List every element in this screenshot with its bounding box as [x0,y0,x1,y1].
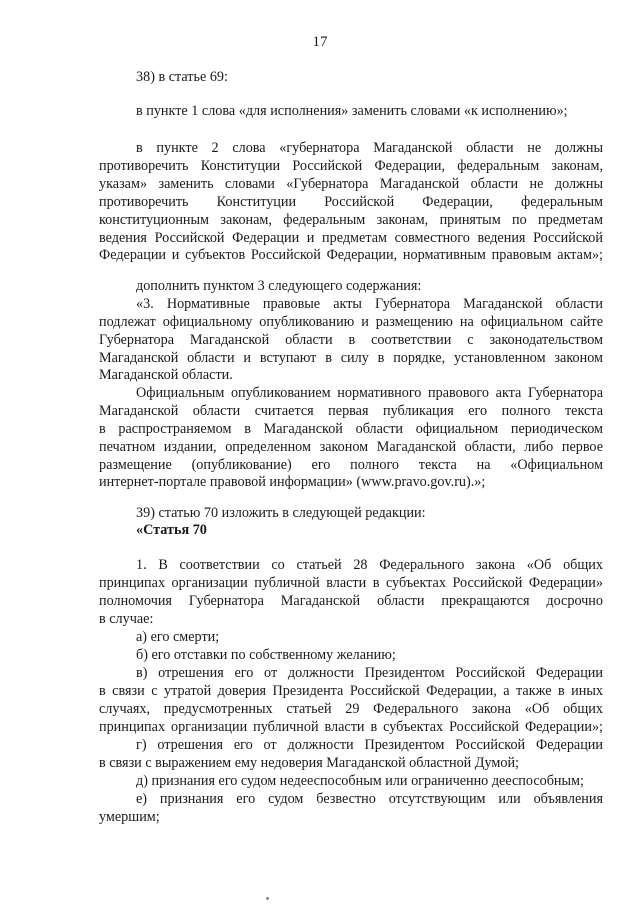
text-line: Официальным опубликованием нормативного правового акта Губернатора [136,385,603,401]
text-line: Магаданской области. [99,367,233,383]
text-line: Магаданской области считается первая публикация его полного текста [99,403,603,419]
text-line: Губернатора Магаданской области в соответствии с законодательством [99,332,603,348]
text-line: в пункте 2 слова «губернатора Магаданской области не должны [136,140,603,156]
text-line: Магаданской области и вступают в силу в порядке, установленном законом [99,350,603,366]
article-70-title: «Статья 70 [136,522,207,538]
page-number: 17 [312,34,328,50]
list-item-a: а) его смерти; [136,629,220,645]
text-line: в связи с утратой доверия Президента Российской Федерации, а также в иных [99,683,603,699]
text-line: печатном издании, определенном законом Магаданской области, либо первое [99,439,603,455]
text-line: ведения Российской Федерации и предметам совместного ведения Российской [99,230,603,246]
text-line: принципах организации публичной власти в субъектах Российской Федерации» [99,575,603,591]
text-line: подлежат официальному опубликованию и размещению на официальном сайте [99,314,603,330]
text-line: дополнить пунктом 3 следующего содержания: [136,278,422,294]
scan-mark [266,897,269,900]
text-line: «3. Нормативные правовые акты Губернатора Магаданской области [136,296,603,312]
text-line: противоречить Конституции Российской Федерации, федеральным [99,194,603,210]
text-line: интернет-портале правовой информации» (www.pravo.gov.ru).»; [99,474,486,490]
text-line: в распространяемом в Магаданской области официальном периодическом [99,421,603,437]
list-item-v: в) отрешения его от должности Президентом Российской Федерации [136,665,603,681]
text-line: полномочия Губернатора Магаданской области прекращаются досрочно [99,593,603,609]
list-item-e: е) признания его судом безвестно отсутствующим или объявления [136,791,603,807]
text-line: противоречить Конституции Российской Федерации, федеральным законам, [99,158,603,174]
text-line: конституционным законам, федеральным законам, принятым по предметам [99,212,603,228]
text-line: в связи с выражением ему недоверия Магаданской областной Думой; [99,755,519,771]
text-line: размещение (опубликование) его полного текста на «Официальном [99,457,603,473]
list-item-b: б) его отставки по собственному желанию; [136,647,396,663]
text-line: в случае: [99,611,154,627]
list-item-g: г) отрешения его от должности Президентом Российской Федерации [136,737,603,753]
text-line: 1. В соответствии со статьей 28 Федерального закона «Об общих [136,557,603,573]
text-line: Федерации и субъектов Российской Федерации, нормативным правовым актам»; [99,247,603,263]
list-item-d: д) признания его судом недееспособным или ограниченно дееспособным; [136,773,584,789]
text-line: умершим; [99,809,160,825]
text-line: указам» заменить словами «Губернатора Магаданской области не должны [99,176,603,192]
text-line: принципах организации публичной власти в субъектах Российской Федерации»; [99,719,603,735]
text-line: в пункте 1 слова «для исполнения» заменить словами «к исполнению»; [136,103,568,119]
item-39-heading: 39) статью 70 изложить в следующей редакции: [136,505,426,521]
text-line: случаях, предусмотренных статьей 29 Федерального закона «Об общих [99,701,603,717]
item-38-heading: 38) в статье 69: [136,69,228,85]
